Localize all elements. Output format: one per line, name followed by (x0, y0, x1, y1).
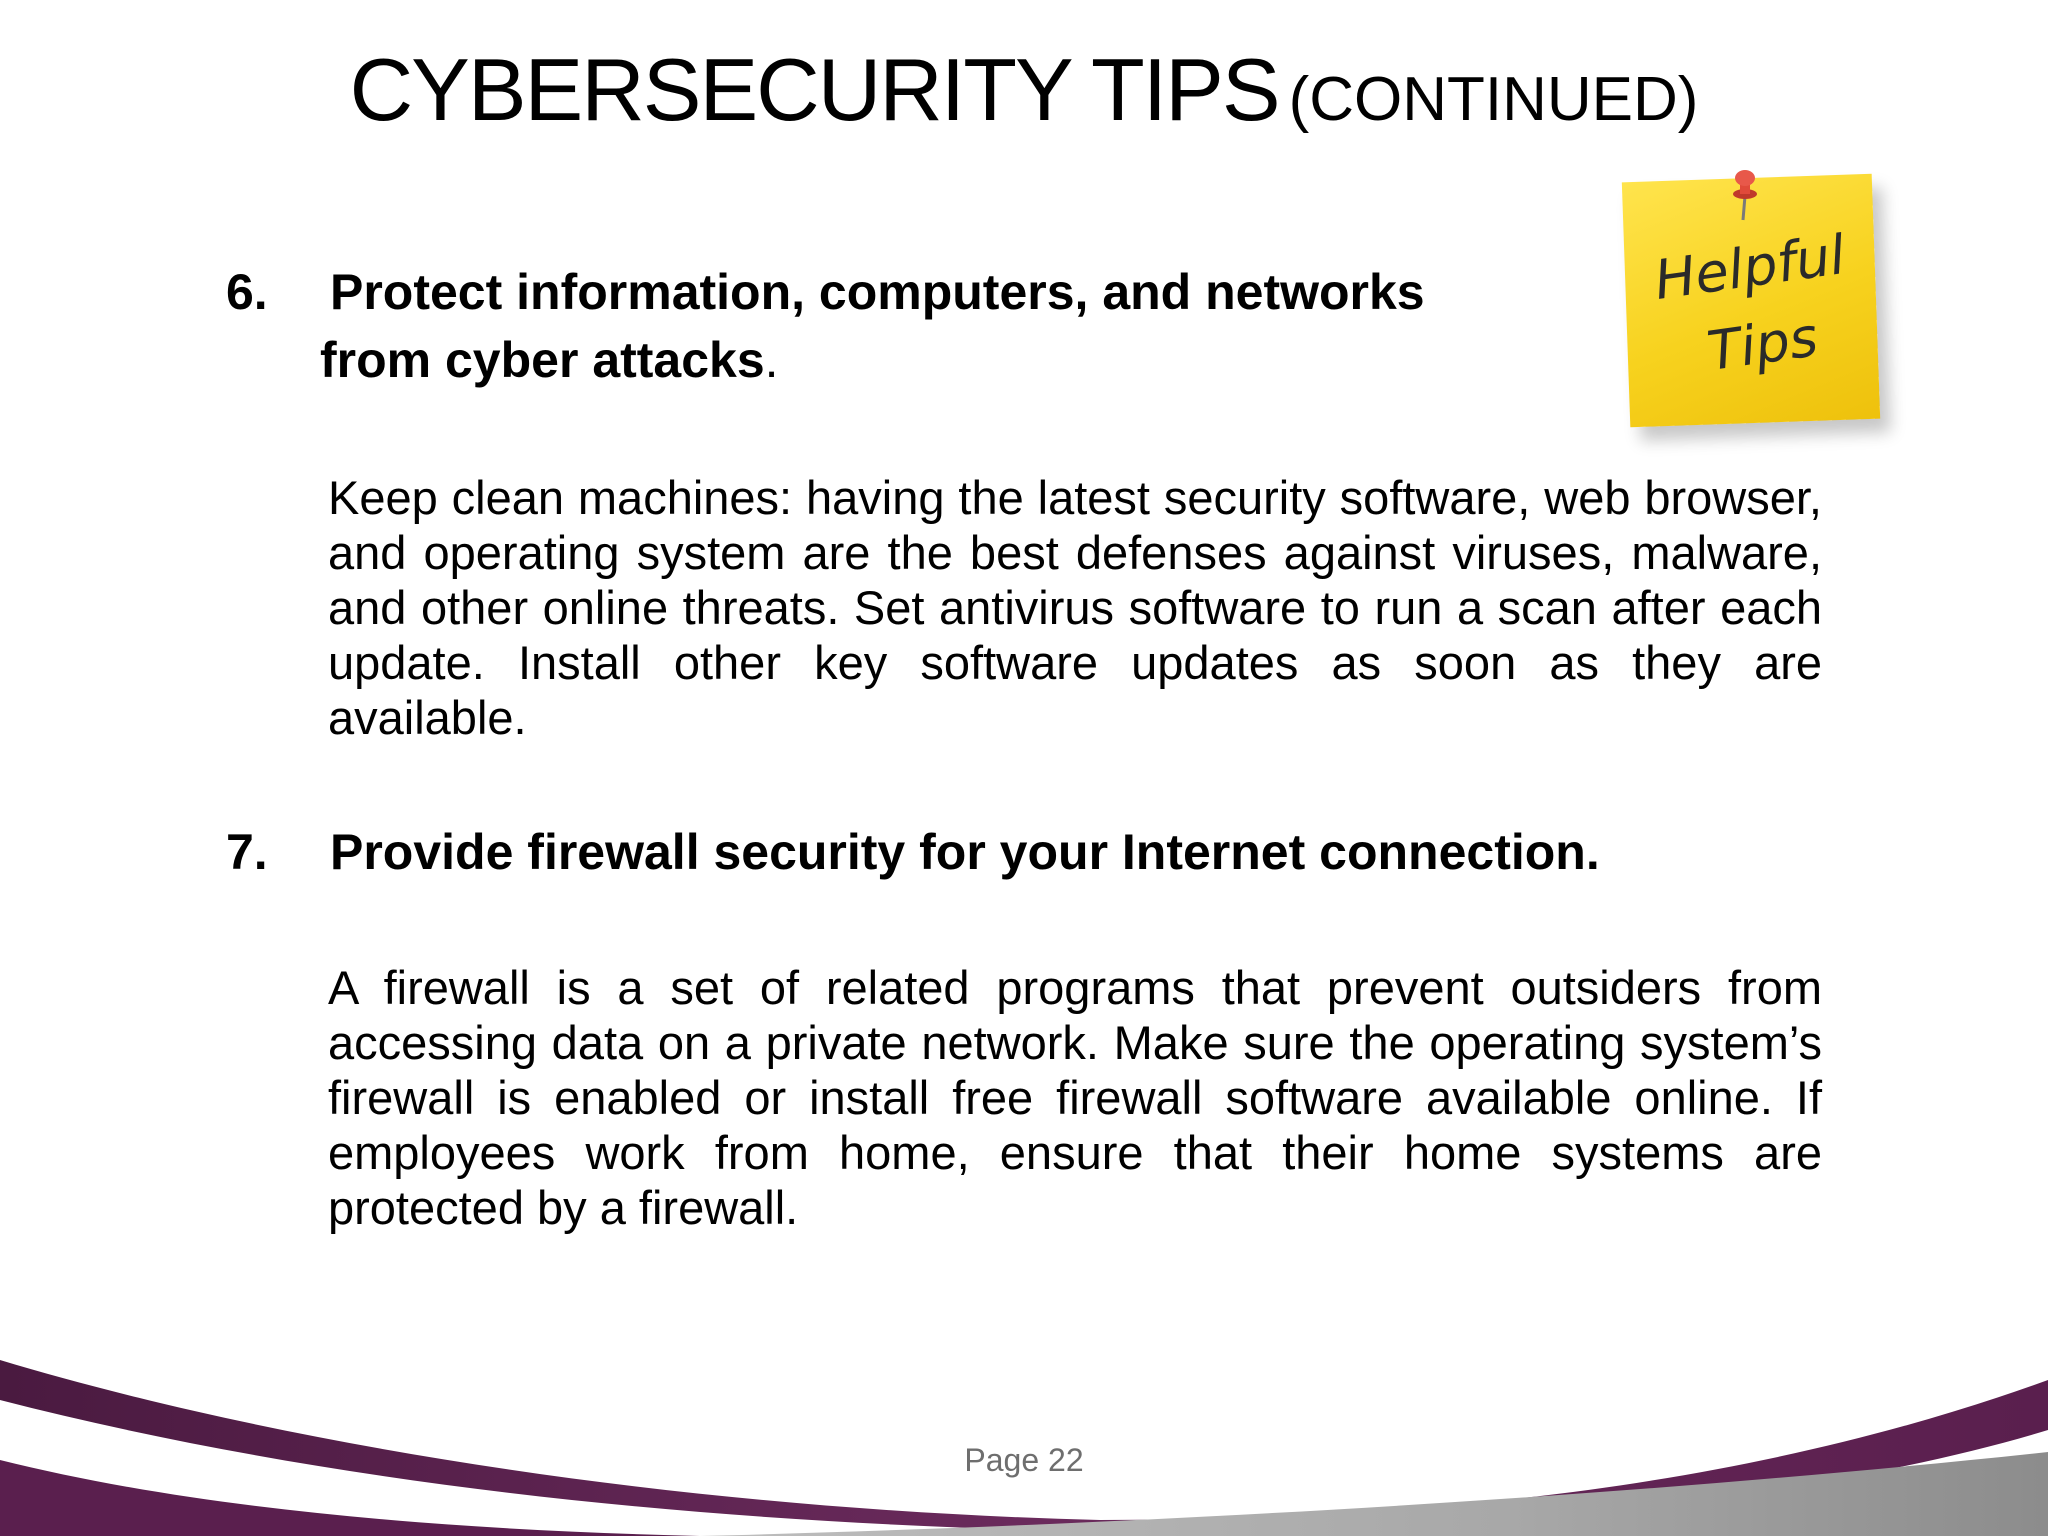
tip-6-heading-line2: from cyber attacks (320, 332, 765, 388)
push-pin-icon (1728, 168, 1762, 222)
tip-7-heading-line1: Provide firewall security for your Internet connection. (330, 824, 1600, 880)
tip-7-body: A firewall is a set of related programs that prevent outsiders from accessing data on a private network. Make sure the operating system’s firewall is enabled or install free firewall software available online. If employees work from home, ensure that their home systems are protected by a firewall. (328, 961, 1822, 1234)
tip-6-number: 6. (226, 264, 268, 320)
tip-7-number: 7. (226, 824, 268, 880)
title-suffix: (CONTINUED) (1288, 65, 1699, 134)
page-number: Page 22 (964, 1442, 1084, 1478)
footer-swoosh (0, 1340, 2048, 1536)
title-main: CYBERSECURITY TIPS (349, 40, 1279, 139)
tip-6-heading-end: . (764, 332, 779, 388)
tip-6-heading (226, 258, 1556, 394)
tip-7-heading (226, 818, 1826, 886)
tip-6-body: Keep clean machines: having the latest security software, web browser, and operating system are the best defenses against viruses, malware, and other online threats. Set antivirus software to run a scan after each update. Install other key software updates as soon as they are available. (328, 471, 1822, 744)
sticky-note-line2: Tips (1703, 305, 1822, 384)
sticky-note-line1: Helpful (1650, 223, 1849, 313)
slide-title (0, 42, 2048, 139)
tip-6-heading-line1: Protect information, computers, and networks (330, 264, 1425, 320)
